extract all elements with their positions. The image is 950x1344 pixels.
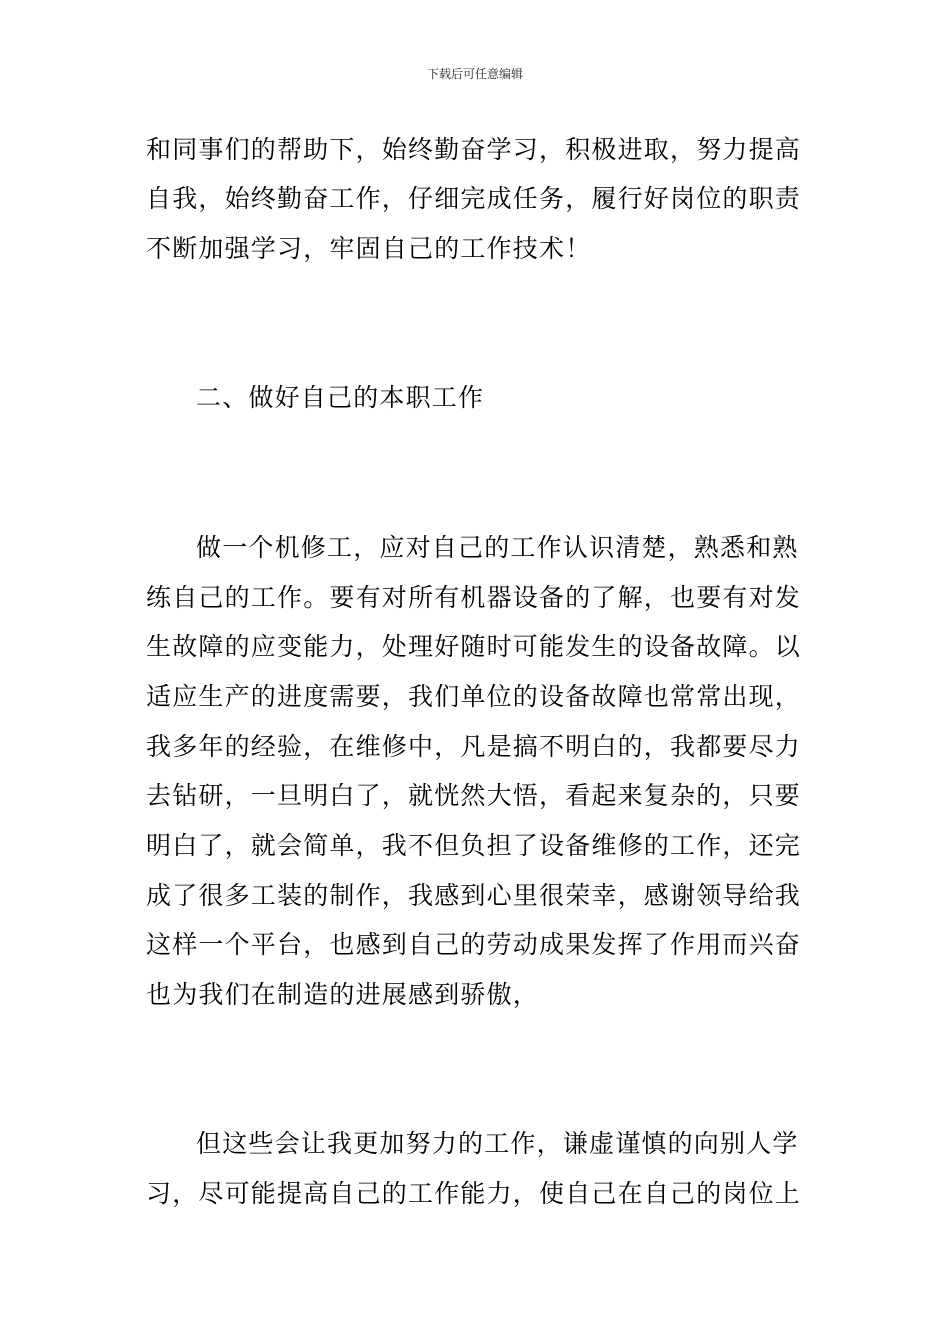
- paragraph-1-line-2: 自我，始终勤奋工作，仔细完成任务，履行好岗位的职责: [146, 184, 802, 213]
- paragraph-2-line-10: 也为我们在制造的进展感到骄傲，: [146, 980, 540, 1009]
- paragraph-2-line-9: 这样一个平台，也感到自己的劳动成果发挥了作用而兴奋: [146, 930, 802, 959]
- paragraph-2-line-2: 练自己的工作。要有对所有机器设备的了解，也要有对发: [146, 583, 802, 612]
- paragraph-3-line-2: 习，尽可能提高自己的工作能力，使自己在自己的岗位上: [146, 1179, 802, 1208]
- paragraph-2-line-5: 我多年的经验，在维修中，凡是搞不明白的，我都要尽力: [146, 732, 802, 761]
- paragraph-2-line-1: 做一个机修工，应对自己的工作认识清楚，熟悉和熟: [196, 533, 799, 562]
- paragraph-2-line-8: 成了很多工装的制作，我感到心里很荣幸，感谢领导给我: [146, 881, 802, 910]
- paragraph-3-line-1: 但这些会让我更加努力的工作，谦虚谨慎的向别人学: [196, 1129, 799, 1158]
- header-note: 下载后可任意编辑: [426, 67, 523, 81]
- paragraph-2-line-7: 明白了，就会简单，我不但负担了设备维修的工作，还完: [146, 831, 802, 860]
- paragraph-2-line-4: 适应生产的进度需要，我们单位的设备故障也常常出现，: [146, 682, 802, 711]
- paragraph-2-line-6: 去钻研，一旦明白了，就恍然大悟，看起来复杂的，只要: [146, 781, 802, 810]
- paragraph-1-line-1: 和同事们的帮助下，始终勤奋学习，积极进取，努力提高: [146, 135, 802, 164]
- section-heading: 二、做好自己的本职工作: [196, 383, 485, 412]
- paragraph-2-line-3: 生故障的应变能力，处理好随时可能发生的设备故障。以: [146, 632, 802, 661]
- paragraph-1-line-3: 不断加强学习，牢固自己的工作技术！: [146, 234, 592, 263]
